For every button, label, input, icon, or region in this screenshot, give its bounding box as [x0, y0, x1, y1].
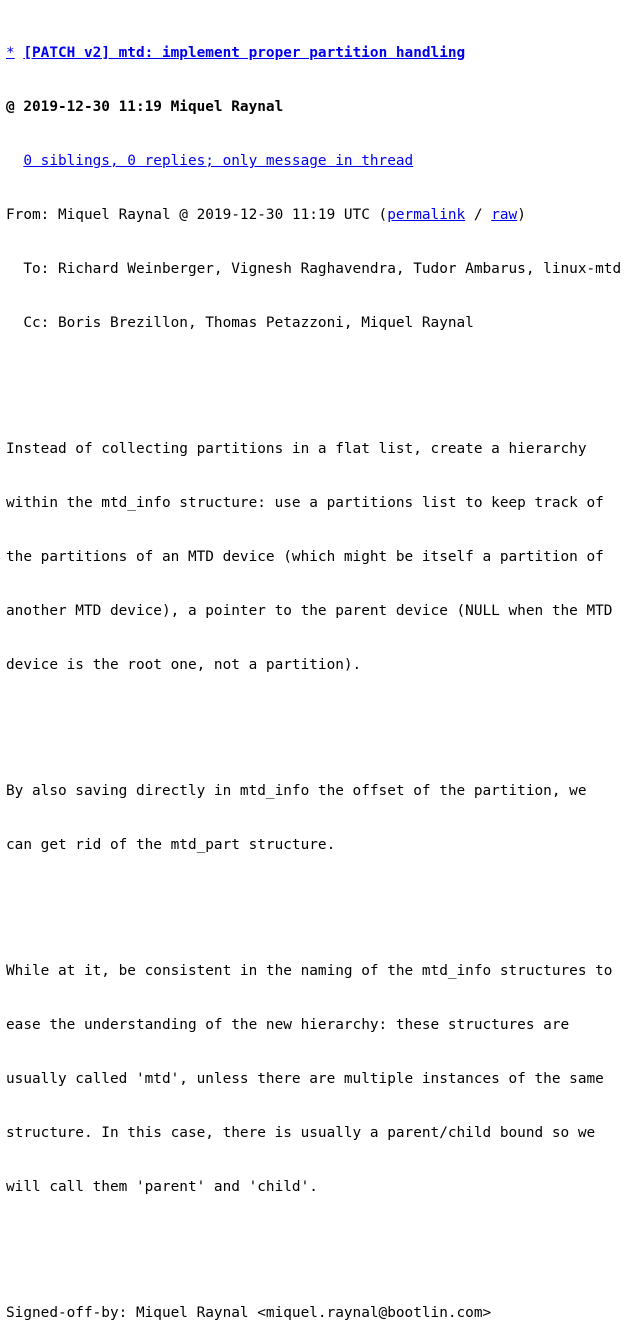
link-separator: /: [465, 207, 492, 223]
subject-link[interactable]: [23, 45, 465, 61]
body-line: another MTD device), a pointer to the parent device (NULL when the MTD: [6, 603, 613, 619]
body-line: usually called 'mtd', unless there are multiple instances of the same: [6, 1071, 604, 1087]
raw-link[interactable]: raw: [491, 207, 518, 223]
permalink-link[interactable]: permalink: [387, 207, 466, 223]
body-line: ease the understanding of the new hierarchy: these structures are: [6, 1017, 570, 1033]
date-author-line: [6, 98, 641, 116]
body-line: structure. In this case, there is usually a parent/child bound so we: [6, 1125, 596, 1141]
thread-summary-link[interactable]: 0 siblings, 0 replies; only message in thread: [23, 153, 414, 169]
blank-line: [6, 368, 641, 386]
star-anchor-link[interactable]: *: [6, 45, 15, 61]
blank-line: [6, 710, 641, 728]
to-line: To: Richard Weinberger, Vignesh Raghavendra, Tudor Ambarus, linux-mtd: [6, 261, 622, 277]
date-author-text: @ 2019-12-30 11:19 Miquel Raynal: [6, 99, 284, 115]
body-line: While at it, be consistent in the naming of the mtd_info structures to: [6, 963, 613, 979]
body-line: the partitions of an MTD device (which might be itself a partition of: [6, 549, 604, 565]
body-line: within the mtd_info structure: use a partitions list to keep track of: [6, 495, 604, 511]
cc-line: Cc: Boris Brezillon, Thomas Petazzoni, Miquel Raynal: [6, 315, 474, 331]
signoff-line: Signed-off-by: Miquel Raynal <miquel.raynal@bootlin.com>: [6, 1305, 492, 1321]
body-line: can get rid of the mtd_part structure.: [6, 837, 336, 853]
subject-text: [PATCH v2] mtd: implement proper partition handling: [23, 45, 466, 61]
body-line: By also saving directly in mtd_info the offset of the partition, we: [6, 783, 587, 799]
from-suffix: ): [517, 207, 526, 223]
blank-line: [6, 890, 641, 908]
body-line: device is the root one, not a partition).: [6, 657, 362, 673]
subject-line: [6, 44, 641, 62]
blank-line: [6, 1232, 641, 1250]
thread-summary-line: [6, 152, 641, 170]
body-line: will call them 'parent' and 'child'.: [6, 1179, 318, 1195]
from-line: [6, 206, 641, 224]
from-prefix: From: Miquel Raynal @ 2019-12-30 11:19 UTC (: [6, 207, 388, 223]
body-line: Instead of collecting partitions in a flat list, create a hierarchy: [6, 441, 587, 457]
